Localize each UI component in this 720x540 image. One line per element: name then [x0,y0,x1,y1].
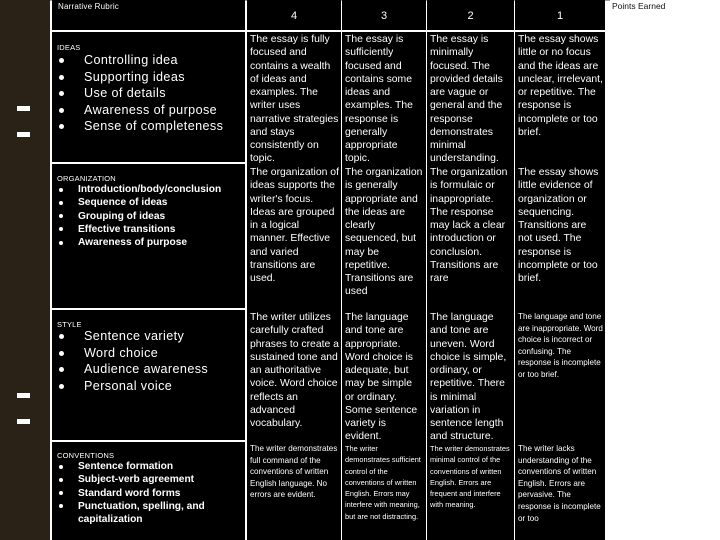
descriptor-conventions-1: The writer lacks understanding of the conventions of written English. Errors are pervasive. The response is incomplete or too [515,442,605,540]
score-header-4: 4 [247,0,341,30]
rail-tick [17,393,30,398]
rubric-title: Narrative Rubric [58,2,119,11]
rail-tick [17,106,30,111]
left-decorative-rail [0,0,50,540]
criterion-item: Sense of completeness [58,118,223,135]
descriptor-organization-3: The organization is generally appropriate and the ideas are clearly sequenced, but may be repetitive. Transitions are used [342,165,426,310]
criterion-item: Controlling idea [58,52,223,69]
descriptor-style-4: The writer utilizes carefully crafted phrases to create a sustained tone and an authoritative voice. Word choice reflects an advanced vocabulary. [247,310,341,442]
criterion-items [58,460,243,526]
criterion-ideas [52,32,245,162]
descriptor-conventions-4: The writer demonstrates full command of the conventions of written English language. No errors are evident. [247,442,341,540]
criterion-title: STYLE [57,320,82,329]
descriptor-ideas-3: The essay is sufficiently focused and contains some ideas and examples. The response is generally appropriate topic. [342,32,426,165]
score-header-3: 3 [342,0,426,30]
criterion-item: Grouping of ideas [58,210,221,223]
descriptor-style-3: The language and tone are appropriate. Word choice is adequate, but may be simple or ordinary. Some sentence variety is evident. [342,310,426,442]
score-header-2: 2 [427,0,514,30]
descriptor-ideas-1: The essay shows little or no focus and the ideas are unclear, irrelevant, or repetitive. The response is incomplete or too brief. [515,32,605,165]
criterion-items [58,328,208,394]
score-header-1: 1 [515,0,605,30]
rail-tick [17,132,30,137]
criterion-items [58,52,223,135]
criterion-item: Sentence formation [58,460,243,473]
criterion-item: Use of details [58,85,223,102]
criterion-style [52,310,245,440]
criterion-item: Word choice [58,345,208,362]
criterion-item: Awareness of purpose [58,102,223,119]
descriptor-organization-2: The organization is formulaic or inappropriate. The response may lack a clear introduction or conclusion. Transitions are rare [427,165,514,310]
descriptor-ideas-4: The essay is fully focused and contains a wealth of ideas and examples. The writer uses narrative strategies and stays consistently on topic. [247,32,341,165]
criterion-item: Sentence variety [58,328,208,345]
criterion-organization [52,164,245,308]
descriptor-style-1: The language and tone are inappropriate. Word choice is incorrect or confusing. The response is incomplete or too brief. [515,310,605,442]
descriptor-style-2: The language and tone are uneven. Word choice is simple, ordinary, or repetitive. There is minimal variation in sentence length and structure. [427,310,514,442]
criterion-item: Personal voice [58,378,208,395]
criterion-item: Effective transitions [58,223,221,236]
descriptor-organization-4: The organization of ideas supports the writer's focus. Ideas are grouped in a logical manner. Effective and varied transitions are used. [247,165,341,310]
descriptor-conventions-2: The writer demonstrates minimal control of the conventions of written English. Errors are frequent and interfere with meaning. [427,442,514,540]
criterion-item: Punctuation, spelling, and capitalization [58,500,243,527]
descriptor-ideas-2: The essay is minimally focused. The provided details are vague or general and the response demonstrates minimal understanding. [427,32,514,165]
points-cell-ideas[interactable] [607,32,720,165]
criterion-title: ORGANIZATION [57,174,116,183]
criterion-item: Awareness of purpose [58,236,221,249]
descriptor-conventions-3: The writer demonstrates sufficient control of the conventions of written English. Errors may interfere with meaning, but are not distracting. [342,442,426,540]
criterion-item: Supporting ideas [58,69,223,86]
criterion-item: Introduction/body/conclusion [58,183,221,196]
criterion-item: Audience awareness [58,361,208,378]
points-cell-conventions[interactable] [607,442,720,540]
criterion-item: Sequence of ideas [58,196,221,209]
points-earned-header: Points Earned [610,0,720,20]
criterion-conventions [52,442,245,540]
rubric-title-cell [52,0,245,30]
criterion-item: Standard word forms [58,487,243,500]
criterion-items [58,183,221,249]
points-cell-style[interactable] [607,310,720,442]
rail-tick [17,419,30,424]
criterion-item: Subject-verb agreement [58,473,243,486]
criterion-title: CONVENTIONS [57,451,115,460]
descriptor-organization-1: The essay shows little evidence of organization or sequencing. Transitions are not used. The response is incomplete or too brief. [515,165,605,310]
points-cell-organization[interactable] [607,165,720,310]
criterion-title: IDEAS [57,43,81,52]
